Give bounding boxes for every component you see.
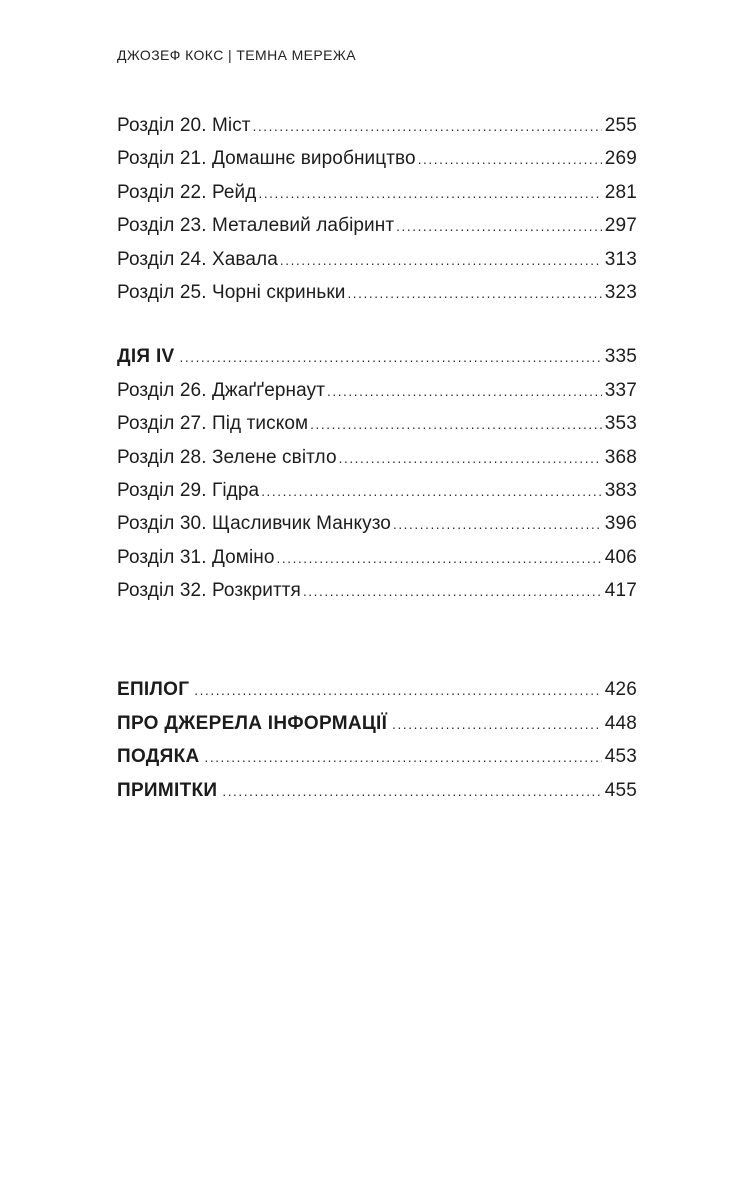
toc-entry-title: Розділ 26. Джаґґернаут <box>117 379 325 401</box>
toc-group <box>117 109 637 309</box>
toc-row <box>117 176 637 209</box>
toc-page-number: 455 <box>604 779 637 801</box>
toc-page-number: 269 <box>604 148 637 170</box>
dot-leader <box>418 143 602 176</box>
dot-leader <box>310 408 602 441</box>
dot-leader <box>253 110 602 143</box>
toc-entry-title: ПРИМІТКИ <box>117 779 218 801</box>
toc-page-number: 297 <box>604 215 637 237</box>
dot-leader <box>258 177 601 210</box>
toc-row <box>117 474 637 507</box>
toc-group <box>117 340 637 607</box>
toc-page-number: 255 <box>604 115 637 136</box>
toc-page-number: 335 <box>604 346 637 368</box>
toc-page-number: 396 <box>604 513 637 535</box>
toc-page-number: 383 <box>604 479 637 501</box>
toc-page-number: 417 <box>604 580 637 602</box>
toc-row <box>117 276 637 309</box>
dot-leader <box>261 475 602 508</box>
toc-row <box>117 209 637 242</box>
toc-entry-title: ДІЯ IV <box>117 346 175 368</box>
dot-leader <box>327 375 602 408</box>
toc-page-number: 281 <box>604 181 637 203</box>
toc-row <box>117 541 637 574</box>
toc-row <box>117 109 637 142</box>
dot-leader <box>277 542 602 575</box>
dot-leader <box>222 775 601 808</box>
dot-leader <box>392 708 602 741</box>
toc-entry-title: ПРО ДЖЕРЕЛА ІНФОРМАЦІЇ <box>117 712 388 734</box>
dot-leader <box>339 442 602 475</box>
toc-entry-title: Розділ 30. Щасливчик Манкузо <box>117 513 391 535</box>
toc-entry-title: Розділ 28. Зелене світло <box>117 446 337 468</box>
dot-leader <box>194 674 601 707</box>
dot-leader <box>347 277 601 310</box>
toc-row <box>117 673 637 706</box>
dot-leader <box>396 210 602 243</box>
toc-page-number: 406 <box>604 546 637 568</box>
toc-entry-title: Розділ 32. Розкриття <box>117 580 301 602</box>
toc-row <box>117 243 637 276</box>
toc-page-number: 453 <box>604 746 637 768</box>
toc-entry-title: Розділ 27. Під тиском <box>117 413 309 435</box>
toc-page-number: 313 <box>604 248 637 270</box>
toc-page-number: 368 <box>604 446 637 468</box>
dot-leader <box>393 508 602 541</box>
toc-entry-title: Розділ 22. Рейд <box>117 181 257 203</box>
toc-row <box>117 707 637 740</box>
toc-row <box>117 441 637 474</box>
dot-leader <box>205 741 602 774</box>
toc-entry-title: Розділ 20. Міст <box>117 115 251 136</box>
toc-entry-title: Розділ 25. Чорні скриньки <box>117 281 346 303</box>
toc-page-number: 353 <box>604 413 637 435</box>
toc-entry-title: ЕПІЛОГ <box>117 679 190 701</box>
toc-entry-title: Розділ 23. Металевий лабіринт <box>117 215 395 237</box>
toc-entry-title: Розділ 31. Доміно <box>117 546 275 568</box>
toc-entry-title: Розділ 21. Домашнє виробництво <box>117 148 416 170</box>
table-of-contents <box>117 109 637 807</box>
dot-leader <box>180 341 602 374</box>
toc-row <box>117 574 637 607</box>
toc-row <box>117 340 637 373</box>
toc-page-number: 323 <box>604 281 637 303</box>
toc-entry-title: ПОДЯКА <box>117 746 200 768</box>
toc-entry-title: Розділ 24. Хавала <box>117 248 278 270</box>
running-header: ДЖОЗЕФ КОКС | ТЕМНА МЕРЕЖА <box>117 47 356 63</box>
toc-row <box>117 740 637 773</box>
toc-row <box>117 374 637 407</box>
dot-leader <box>280 244 602 277</box>
toc-row <box>117 407 637 440</box>
toc-row <box>117 774 637 807</box>
toc-page-number: 448 <box>604 712 637 734</box>
toc-row <box>117 142 637 175</box>
toc-page-number: 337 <box>604 379 637 401</box>
toc-page-number: 426 <box>604 679 637 701</box>
toc-entry-title: Розділ 29. Гідра <box>117 479 260 501</box>
toc-row <box>117 507 637 540</box>
toc-group <box>117 673 637 807</box>
dot-leader <box>303 575 602 608</box>
